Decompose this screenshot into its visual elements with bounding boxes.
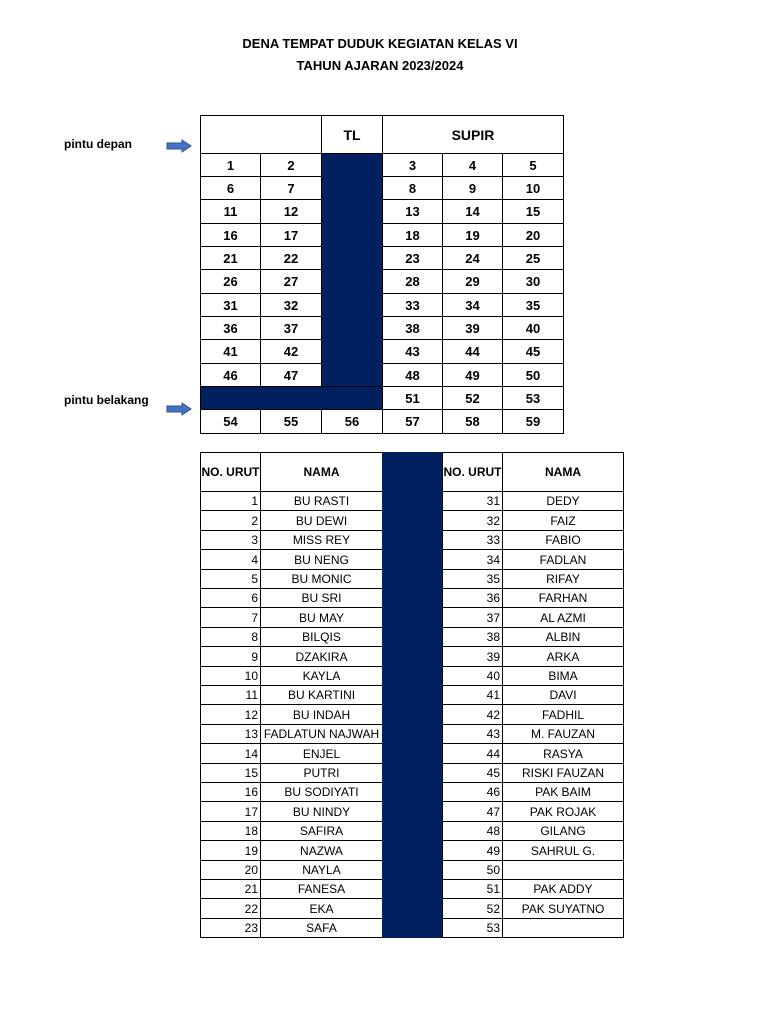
roster-row-number: 23 <box>200 918 261 938</box>
seat-cell: 29 <box>442 269 503 294</box>
roster-row-name: FADLAN <box>502 549 624 570</box>
seat-cell: 46 <box>200 363 261 387</box>
col-header-name-right: NAMA <box>502 452 624 492</box>
roster-row-name: PAK BAIM <box>502 782 624 802</box>
seat-cell: 8 <box>382 176 443 200</box>
roster-row-name: BIMA <box>502 666 624 686</box>
seat-cell: 10 <box>502 176 564 200</box>
roster-row-name: ENJEL <box>260 743 383 764</box>
back-door-aisle <box>200 386 383 410</box>
roster-row-name: RIFAY <box>502 569 624 589</box>
roster-row-number: 53 <box>442 918 503 938</box>
roster-row-name: BU RASTI <box>260 491 383 511</box>
roster-row-number: 36 <box>442 588 503 608</box>
seat-cell: 3 <box>382 153 443 177</box>
roster-row-name: BU SODIYATI <box>260 782 383 802</box>
roster-row-name: FADHIL <box>502 704 624 725</box>
seat-cell: 50 <box>502 363 564 387</box>
roster-row-name <box>502 918 624 938</box>
roster-row-number: 18 <box>200 821 261 841</box>
roster-row-name: BU NENG <box>260 549 383 570</box>
roster-row-name: RISKI FAUZAN <box>502 763 624 783</box>
roster-row-name: BU KARTINI <box>260 685 383 705</box>
roster-row-number: 9 <box>200 646 261 667</box>
page-subtitle: TAHUN AJARAN 2023/2024 <box>296 58 464 73</box>
seat-cell: 56 <box>321 409 383 434</box>
seat-cell: 37 <box>260 316 322 340</box>
roster-row-number: 37 <box>442 607 503 628</box>
roster-row-name: BU INDAH <box>260 704 383 725</box>
roster-row-number: 44 <box>442 743 503 764</box>
front-door-arrow-icon <box>166 139 192 153</box>
seat-cell: 13 <box>382 199 443 224</box>
bus-seat-grid <box>200 115 563 434</box>
roster-row-name: NAZWA <box>260 840 383 861</box>
tour-leader-seat: TL <box>321 115 383 154</box>
roster-row-name: PAK SUYATNO <box>502 898 624 919</box>
seat-cell: 2 <box>260 153 322 177</box>
seat-cell: 16 <box>200 223 261 247</box>
roster-row-number: 48 <box>442 821 503 841</box>
roster-row-number: 22 <box>200 898 261 919</box>
seat-cell: 40 <box>502 316 564 340</box>
seat-cell: 20 <box>502 223 564 247</box>
roster-row-name: ALBIN <box>502 627 624 647</box>
roster-row-number: 15 <box>200 763 261 783</box>
seat-cell: 58 <box>442 409 503 434</box>
back-door-arrow-icon <box>166 402 192 416</box>
roster-row-number: 46 <box>442 782 503 802</box>
seat-cell: 45 <box>502 339 564 364</box>
seat-cell: 26 <box>200 269 261 294</box>
roster-row-name: MISS REY <box>260 530 383 550</box>
col-header-no-right: NO. URUT <box>442 452 503 492</box>
roster-row-name: NAYLA <box>260 860 383 880</box>
roster-row-name: FADLATUN NAJWAH <box>260 724 383 744</box>
roster-row-number: 50 <box>442 860 503 880</box>
page-title: DENA TEMPAT DUDUK KEGIATAN KELAS VI <box>242 36 518 51</box>
roster-row-number: 2 <box>200 510 261 531</box>
seat-cell: 11 <box>200 199 261 224</box>
roster-row-number: 43 <box>442 724 503 744</box>
seat-cell: 33 <box>382 293 443 317</box>
seat-cell: 59 <box>502 409 564 434</box>
roster-row-name: M. FAUZAN <box>502 724 624 744</box>
seat-cell: 9 <box>442 176 503 200</box>
seat-cell: 6 <box>200 176 261 200</box>
seat-cell: 53 <box>502 386 564 410</box>
roster-row-number: 11 <box>200 685 261 705</box>
col-header-name-left: NAMA <box>260 452 383 492</box>
seat-cell: 25 <box>502 246 564 270</box>
seat-cell: 55 <box>260 409 322 434</box>
roster-row-number: 20 <box>200 860 261 880</box>
roster-row-name: BU MAY <box>260 607 383 628</box>
seat-cell: 17 <box>260 223 322 247</box>
seat-cell: 19 <box>442 223 503 247</box>
roster-row-number: 31 <box>442 491 503 511</box>
roster-row-number: 39 <box>442 646 503 667</box>
roster-row-name: RASYA <box>502 743 624 764</box>
seat-cell: 35 <box>502 293 564 317</box>
roster-row-number: 52 <box>442 898 503 919</box>
seat-cell: 36 <box>200 316 261 340</box>
seat-cell: 4 <box>442 153 503 177</box>
roster-row-number: 8 <box>200 627 261 647</box>
seat-cell: 18 <box>382 223 443 247</box>
seat-cell: 32 <box>260 293 322 317</box>
roster-row-number: 21 <box>200 879 261 899</box>
roster-row-number: 35 <box>442 569 503 589</box>
roster-row-number: 7 <box>200 607 261 628</box>
seat-cell: 51 <box>382 386 443 410</box>
seat-cell: 57 <box>382 409 443 434</box>
seat-cell: 54 <box>200 409 261 434</box>
roster-row-number: 5 <box>200 569 261 589</box>
seat-cell: 12 <box>260 199 322 224</box>
roster-row-number: 14 <box>200 743 261 764</box>
seat-cell: 31 <box>200 293 261 317</box>
roster-row-number: 6 <box>200 588 261 608</box>
roster-row-number: 19 <box>200 840 261 861</box>
roster-row-name: BU DEWI <box>260 510 383 531</box>
roster-row-name: BILQIS <box>260 627 383 647</box>
seat-cell: 47 <box>260 363 322 387</box>
roster-row-name: SAHRUL G. <box>502 840 624 861</box>
seat-cell: 39 <box>442 316 503 340</box>
roster-row-name: PAK ROJAK <box>502 801 624 822</box>
seat-cell: 24 <box>442 246 503 270</box>
roster-row-number: 51 <box>442 879 503 899</box>
roster-row-number: 16 <box>200 782 261 802</box>
roster-row-name: AL AZMI <box>502 607 624 628</box>
seat-cell: 48 <box>382 363 443 387</box>
roster-row-number: 49 <box>442 840 503 861</box>
roster-row-name: BU SRI <box>260 588 383 608</box>
seat-cell: 52 <box>442 386 503 410</box>
seat-cell: 42 <box>260 339 322 364</box>
roster-row-name: ARKA <box>502 646 624 667</box>
roster-row-number: 10 <box>200 666 261 686</box>
roster-row-name: FARHAN <box>502 588 624 608</box>
seat-cell: 5 <box>502 153 564 177</box>
roster-row-number: 3 <box>200 530 261 550</box>
roster-row-number: 4 <box>200 549 261 570</box>
roster-row-name: SAFIRA <box>260 821 383 841</box>
col-header-no-left: NO. URUT <box>200 452 261 492</box>
roster-row-number: 13 <box>200 724 261 744</box>
roster-row-number: 45 <box>442 763 503 783</box>
roster-row-number: 1 <box>200 491 261 511</box>
seat-cell: 44 <box>442 339 503 364</box>
back-door-label: pintu belakang <box>64 393 149 407</box>
roster-row-number: 38 <box>442 627 503 647</box>
roster-row-number: 40 <box>442 666 503 686</box>
roster-row-number: 17 <box>200 801 261 822</box>
roster-row-name: DAVI <box>502 685 624 705</box>
seat-cell: 21 <box>200 246 261 270</box>
roster-row-name: DZAKIRA <box>260 646 383 667</box>
seat-cell: 30 <box>502 269 564 294</box>
seat-cell: 43 <box>382 339 443 364</box>
roster-row-name: GILANG <box>502 821 624 841</box>
seat-cell: 7 <box>260 176 322 200</box>
bus-aisle <box>321 153 383 387</box>
roster-row-number: 41 <box>442 685 503 705</box>
roster-row-name: EKA <box>260 898 383 919</box>
roster-row-number: 34 <box>442 549 503 570</box>
roster-row-number: 32 <box>442 510 503 531</box>
roster-row-name: FANESA <box>260 879 383 899</box>
front-door-label: pintu depan <box>64 137 132 151</box>
roster-row-number: 47 <box>442 801 503 822</box>
roster-row-name: PUTRI <box>260 763 383 783</box>
roster-row-name: SAFA <box>260 918 383 938</box>
seat-cell: 38 <box>382 316 443 340</box>
seat-cell: 49 <box>442 363 503 387</box>
seat-cell: 34 <box>442 293 503 317</box>
seat-cell: 41 <box>200 339 261 364</box>
roster-row-name: BU MONIC <box>260 569 383 589</box>
seat-cell: 23 <box>382 246 443 270</box>
seat-cell: 15 <box>502 199 564 224</box>
seat-cell: 27 <box>260 269 322 294</box>
driver-seat: SUPIR <box>382 115 564 154</box>
front-empty-cell <box>200 115 322 154</box>
roster-row-name: DEDY <box>502 491 624 511</box>
roster-row-name <box>502 860 624 880</box>
seat-cell: 22 <box>260 246 322 270</box>
seat-cell: 14 <box>442 199 503 224</box>
roster-row-name: BU NINDY <box>260 801 383 822</box>
roster-row-name: KAYLA <box>260 666 383 686</box>
seat-cell: 1 <box>200 153 261 177</box>
roster-divider <box>382 452 442 938</box>
seat-roster-table <box>200 452 623 937</box>
roster-row-number: 12 <box>200 704 261 725</box>
roster-row-name: FAIZ <box>502 510 624 531</box>
roster-row-number: 42 <box>442 704 503 725</box>
roster-row-number: 33 <box>442 530 503 550</box>
seat-cell: 28 <box>382 269 443 294</box>
roster-row-name: FABIO <box>502 530 624 550</box>
roster-row-name: PAK ADDY <box>502 879 624 899</box>
